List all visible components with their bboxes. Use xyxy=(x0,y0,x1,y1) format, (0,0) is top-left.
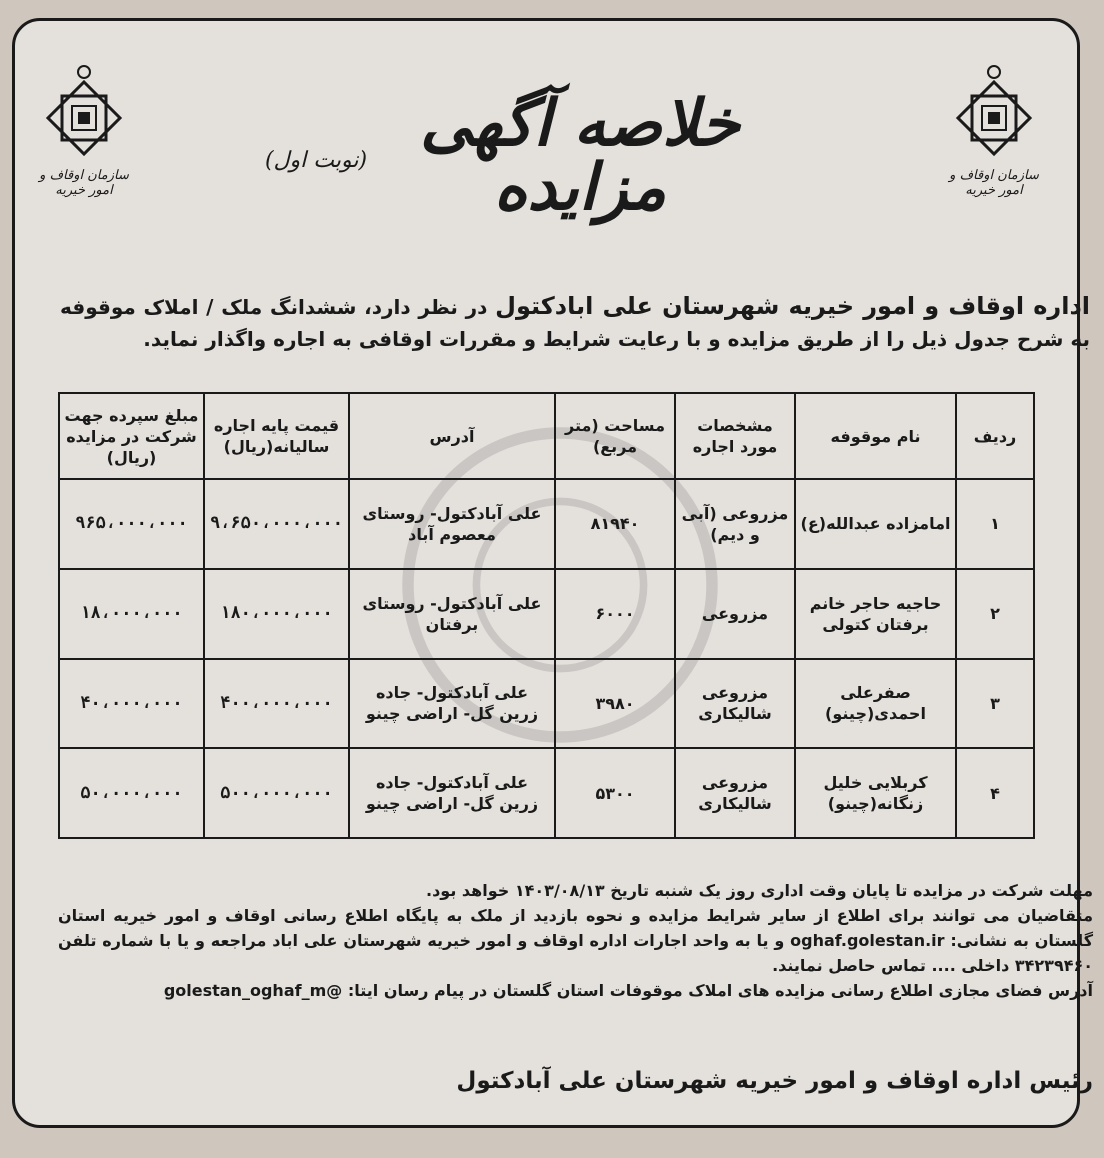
header-cell: مساحت (متر مربع) xyxy=(555,393,675,479)
endowment-logo-icon xyxy=(938,62,1050,172)
table-row xyxy=(59,748,1034,838)
table-header-row xyxy=(59,393,1034,479)
deadline-text: مهلت شرکت در مزایده تا پایان وقت اداری روز یک شنبه تاریخ ۱۴۰۳/۰۸/۱۳ خواهد بود. xyxy=(426,881,1093,900)
row-number: ۳ xyxy=(956,659,1034,749)
deposit: ۹۶۵،۰۰۰،۰۰۰ xyxy=(59,479,204,569)
endowment-logo-icon xyxy=(28,62,140,172)
logo-left xyxy=(28,62,140,198)
signature: رئیس اداره اوقاف و امور خیریه شهرستان علی آبادکتول xyxy=(456,1068,1093,1094)
deposit: ۵۰،۰۰۰،۰۰۰ xyxy=(59,748,204,838)
area: ۵۳۰۰ xyxy=(555,748,675,838)
base-rent: ۹،۶۵۰،۰۰۰،۰۰۰ xyxy=(204,479,349,569)
intro-text: در نظر دارد، ششدانگ ملک / املاک موقوفه به شرح جدول ذیل را از طریق مزایده و با رعایت شرایط و مقررات اوقافی به اجاره واگذار نماید. xyxy=(60,295,1090,351)
area: ۶۰۰۰ xyxy=(555,569,675,659)
property-name: کربلایی خلیل زنگانه(چینو) xyxy=(795,748,956,838)
property-name: حاجیه حاجر خانم برفتان کتولی xyxy=(795,569,956,659)
address: علی آبادکتول- روستای برفتان xyxy=(349,569,555,659)
base-rent: ۴۰۰،۰۰۰،۰۰۰ xyxy=(204,659,349,749)
base-rent: ۱۸۰،۰۰۰،۰۰۰ xyxy=(204,569,349,659)
notice-title: خلاصه آگهی مزایده xyxy=(420,86,740,225)
address: علی آبادکتول- جاده زرین گل- اراضی چینو xyxy=(349,748,555,838)
table-row xyxy=(59,569,1034,659)
address: علی آبادکتول- جاده زرین گل- اراضی چینو xyxy=(349,659,555,749)
lease-type: مزروعی شالیکاری xyxy=(675,748,795,838)
notice-round: (نوبت اول) xyxy=(264,148,368,173)
properties-table xyxy=(58,392,1035,839)
intro-paragraph xyxy=(60,290,1090,355)
row-number: ۴ xyxy=(956,748,1034,838)
header-cell: قیمت پایه اجاره سالیانه(ریال) xyxy=(204,393,349,479)
row-number: ۲ xyxy=(956,569,1034,659)
table-row xyxy=(59,659,1034,749)
logo-right xyxy=(938,62,1050,198)
header-cell: مبلغ سپرده جهت شرکت در مزایده (ریال) xyxy=(59,393,204,479)
lease-type: مزروعی شالیکاری xyxy=(675,659,795,749)
lease-type: مزروعی (آبی و دیم) xyxy=(675,479,795,569)
deposit: ۴۰،۰۰۰،۰۰۰ xyxy=(59,659,204,749)
header-cell: ردیف xyxy=(956,393,1034,479)
property-name: صفرعلی احمدی(چینو) xyxy=(795,659,956,749)
header-cell: نام موقوفه xyxy=(795,393,956,479)
header-cell: آدرس xyxy=(349,393,555,479)
base-rent: ۵۰۰،۰۰۰،۰۰۰ xyxy=(204,748,349,838)
logo-caption: سازمان اوقاف و امور خیریه xyxy=(949,168,1039,198)
deposit: ۱۸،۰۰۰،۰۰۰ xyxy=(59,569,204,659)
social-channel-text: آدرس فضای مجازی اطلاع رسانی مزایده های املاک موقوفات استان گلستان در پیام رسان ایتا: @golestan_oghaf_m xyxy=(163,981,1093,1000)
row-number: ۱ xyxy=(956,479,1034,569)
header-cell: مشخصات مورد اجاره xyxy=(675,393,795,479)
footer-text xyxy=(58,878,1093,1003)
area: ۳۹۸۰ xyxy=(555,659,675,749)
table-row xyxy=(59,479,1034,569)
address: علی آبادکتول- روستای معصوم آباد xyxy=(349,479,555,569)
property-name: امامزاده عبدالله(ع) xyxy=(795,479,956,569)
organization-name: اداره اوقاف و امور خیریه شهرستان علی ابادکتول xyxy=(495,292,1090,320)
logo-caption: سازمان اوقاف و امور خیریه xyxy=(39,168,129,198)
lease-type: مزروعی xyxy=(675,569,795,659)
area: ۸۱۹۴۰ xyxy=(555,479,675,569)
contact-info-text: متقاضیان می توانند برای اطلاع از سایر شرایط مزایده و نحوه بازدید از ملک به پایگاه اطلاع رسانی اوقاف و امور خیریه استان گلستان به نشانی: oghaf.golestan.ir و یا به واحد اجارات اداره اوقاف و امور خیریه شهرستان علی اباد مراجعه و یا با شماره تلفن ۳۴۲۳۹۴۶۰ داخلی .... تماس حاصل نمایند. xyxy=(58,906,1094,975)
